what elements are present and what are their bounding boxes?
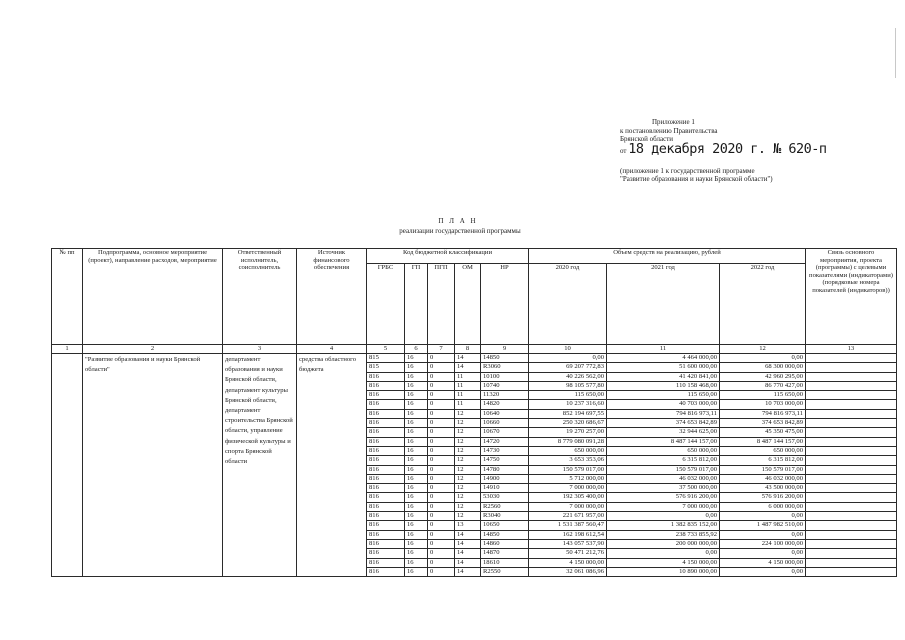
cell-y2020: 162 198 612,54 — [529, 530, 607, 539]
cell-grbs: 816 — [367, 446, 405, 455]
cell-pgp: 0 — [428, 521, 455, 530]
appendix-line: к постановлению Правительства — [620, 126, 718, 135]
cell-link — [806, 521, 897, 530]
cell-om: 12 — [455, 465, 481, 474]
column-number: 8 — [455, 345, 481, 354]
cell-om: 11 — [455, 391, 481, 400]
cell-grbs: 816 — [367, 567, 405, 576]
cell-om: 12 — [455, 484, 481, 493]
cell-grbs: 816 — [367, 372, 405, 381]
executor-cell: департамент образования и науки Брянской области, департамент культуры Брянской области, департамент строительства Брянской области, управление физической культуры и спорта Брянской области — [223, 354, 297, 577]
cell-om: 12 — [455, 409, 481, 418]
cell-om: 11 — [455, 381, 481, 390]
cell-link — [806, 558, 897, 567]
cell-y2022: 8 487 144 157,00 — [720, 437, 806, 446]
cell-pgp: 0 — [428, 465, 455, 474]
cell-grbs: 816 — [367, 437, 405, 446]
cell-y2020: 98 105 577,80 — [529, 381, 607, 390]
cell-y2020: 32 061 086,96 — [529, 567, 607, 576]
cell-y2021: 10 890 000,00 — [607, 567, 720, 576]
plan-subtitle: реализации государственной программы — [399, 227, 521, 235]
cell-y2022: 794 816 973,11 — [720, 409, 806, 418]
cell-nr: 14850 — [481, 530, 529, 539]
cell-link — [806, 409, 897, 418]
cell-grbs: 816 — [367, 381, 405, 390]
cell-y2021: 650 000,00 — [607, 446, 720, 455]
cell-grbs: 816 — [367, 391, 405, 400]
cell-y2022: 6 000 000,00 — [720, 502, 806, 511]
cell-pgp: 0 — [428, 446, 455, 455]
source-cell: средства областного бюджета — [297, 354, 367, 577]
cell-om: 11 — [455, 372, 481, 381]
cell-y2020: 250 320 686,67 — [529, 419, 607, 428]
cell-y2021: 238 733 855,92 — [607, 530, 720, 539]
cell-pgp: 0 — [428, 354, 455, 363]
cell-y2020: 115 650,00 — [529, 391, 607, 400]
cell-nr: 14780 — [481, 465, 529, 474]
cell-gp: 16 — [405, 381, 428, 390]
cell-gp: 16 — [405, 493, 428, 502]
cell-gp: 16 — [405, 446, 428, 455]
cell-pgp: 0 — [428, 456, 455, 465]
cell-pgp: 0 — [428, 372, 455, 381]
program-name-cell: "Развитие образования и науки Брянской области" — [83, 354, 223, 577]
cell-nr: 14730 — [481, 446, 529, 455]
cell-y2022: 150 579 017,00 — [720, 465, 806, 474]
cell-nr: 10650 — [481, 521, 529, 530]
cell-pgp: 0 — [428, 363, 455, 372]
cell-pgp: 0 — [428, 474, 455, 483]
cell-gp: 16 — [405, 428, 428, 437]
cell-gp: 16 — [405, 549, 428, 558]
cell-nr: 10670 — [481, 428, 529, 437]
cell-grbs: 815 — [367, 363, 405, 372]
cell-gp: 16 — [405, 539, 428, 548]
cell-link — [806, 549, 897, 558]
cell-y2022: 68 300 000,00 — [720, 363, 806, 372]
cell-om: 14 — [455, 549, 481, 558]
appendix-date-row — [620, 140, 827, 157]
cell-grbs: 816 — [367, 539, 405, 548]
cell-grbs: 816 — [367, 465, 405, 474]
cell-om: 14 — [455, 354, 481, 363]
cell-om: 13 — [455, 521, 481, 530]
cell-y2021: 4 150 000,00 — [607, 558, 720, 567]
cell-nr: 11320 — [481, 391, 529, 400]
header-2021: 2021 год — [607, 264, 720, 345]
cell-gp: 16 — [405, 465, 428, 474]
cell-link — [806, 391, 897, 400]
cell-link — [806, 502, 897, 511]
column-number: 5 — [367, 345, 405, 354]
cell-y2020: 7 000 000,00 — [529, 502, 607, 511]
header-2020: 2020 год — [529, 264, 607, 345]
cell-gp: 16 — [405, 419, 428, 428]
cell-link — [806, 474, 897, 483]
cell-y2020: 50 471 212,76 — [529, 549, 607, 558]
column-number: 10 — [529, 345, 607, 354]
cell-grbs: 816 — [367, 549, 405, 558]
cell-pgp: 0 — [428, 381, 455, 390]
cell-nr: 10640 — [481, 409, 529, 418]
column-number: 11 — [607, 345, 720, 354]
cell-y2021: 8 487 144 157,00 — [607, 437, 720, 446]
header-source: Источник финансового обеспечения — [297, 249, 367, 345]
cell-grbs: 816 — [367, 530, 405, 539]
cell-y2022: 45 350 475,00 — [720, 428, 806, 437]
cell-om: 12 — [455, 502, 481, 511]
cell-pgp: 0 — [428, 391, 455, 400]
cell-y2022: 46 032 000,00 — [720, 474, 806, 483]
cell-om: 12 — [455, 456, 481, 465]
header-grbs: ГРБС — [367, 264, 405, 345]
cell-y2020: 7 000 000,00 — [529, 484, 607, 493]
cell-gp: 16 — [405, 521, 428, 530]
header-executor: Ответственный исполнитель, соисполнитель — [223, 249, 297, 345]
cell-pgp: 0 — [428, 493, 455, 502]
row-number-cell — [52, 354, 83, 577]
cell-nr: 53030 — [481, 493, 529, 502]
cell-pgp: 0 — [428, 567, 455, 576]
cell-link — [806, 372, 897, 381]
cell-y2022: 0,00 — [720, 354, 806, 363]
cell-nr: 14870 — [481, 549, 529, 558]
header-gp: ГП — [405, 264, 428, 345]
cell-grbs: 815 — [367, 354, 405, 363]
cell-grbs: 816 — [367, 502, 405, 511]
cell-y2021: 115 650,00 — [607, 391, 720, 400]
cell-nr: 10100 — [481, 372, 529, 381]
header-volume: Объем средств на реализацию, рублей — [529, 249, 806, 264]
cell-y2020: 10 237 316,60 — [529, 400, 607, 409]
cell-grbs: 816 — [367, 400, 405, 409]
cell-nr: R3040 — [481, 512, 529, 521]
cell-link — [806, 363, 897, 372]
cell-om: 14 — [455, 530, 481, 539]
column-number: 2 — [83, 345, 223, 354]
cell-grbs: 816 — [367, 521, 405, 530]
cell-gp: 16 — [405, 474, 428, 483]
cell-link — [806, 437, 897, 446]
cell-y2020: 40 226 562,00 — [529, 372, 607, 381]
cell-grbs: 816 — [367, 484, 405, 493]
cell-y2020: 221 671 957,00 — [529, 512, 607, 521]
cell-gp: 16 — [405, 354, 428, 363]
cell-y2021: 576 916 200,00 — [607, 493, 720, 502]
cell-om: 12 — [455, 474, 481, 483]
header-om: ОМ — [455, 264, 481, 345]
cell-pgp: 0 — [428, 484, 455, 493]
cell-y2022: 86 770 427,00 — [720, 381, 806, 390]
cell-link — [806, 419, 897, 428]
cell-gp: 16 — [405, 372, 428, 381]
cell-y2020: 3 653 353,06 — [529, 456, 607, 465]
cell-grbs: 816 — [367, 474, 405, 483]
cell-y2020: 69 207 772,83 — [529, 363, 607, 372]
cell-pgp: 0 — [428, 437, 455, 446]
cell-grbs: 816 — [367, 456, 405, 465]
cell-nr: R3060 — [481, 363, 529, 372]
column-number: 3 — [223, 345, 297, 354]
cell-y2021: 0,00 — [607, 512, 720, 521]
header-pgp: ПГП — [428, 264, 455, 345]
cell-om: 12 — [455, 437, 481, 446]
cell-y2021: 1 382 835 152,00 — [607, 521, 720, 530]
cell-gp: 16 — [405, 567, 428, 576]
cell-link — [806, 465, 897, 474]
cell-y2020: 5 712 000,00 — [529, 474, 607, 483]
cell-om: 12 — [455, 512, 481, 521]
cell-grbs: 816 — [367, 512, 405, 521]
cell-y2021: 794 816 973,11 — [607, 409, 720, 418]
table-row — [52, 354, 897, 363]
cell-link — [806, 530, 897, 539]
cell-gp: 16 — [405, 558, 428, 567]
cell-nr: 18610 — [481, 558, 529, 567]
cell-y2022: 10 703 000,00 — [720, 400, 806, 409]
cell-gp: 16 — [405, 456, 428, 465]
cell-pgp: 0 — [428, 549, 455, 558]
cell-nr: 10660 — [481, 419, 529, 428]
cell-y2021: 37 500 000,00 — [607, 484, 720, 493]
appendix-block — [620, 118, 827, 184]
header-kbk: Код бюджетной классификации — [367, 249, 529, 264]
cell-y2020: 1 531 387 560,47 — [529, 521, 607, 530]
cell-grbs: 816 — [367, 419, 405, 428]
appendix-handwritten-date: 18 декабря 2020 г. № 620-п — [628, 140, 827, 157]
cell-y2021: 0,00 — [607, 549, 720, 558]
cell-gp: 16 — [405, 391, 428, 400]
cell-nr: 14900 — [481, 474, 529, 483]
cell-grbs: 816 — [367, 428, 405, 437]
cell-om: 11 — [455, 400, 481, 409]
cell-pgp: 0 — [428, 530, 455, 539]
column-number-row — [52, 345, 897, 354]
cell-pgp: 0 — [428, 419, 455, 428]
cell-nr: 14750 — [481, 456, 529, 465]
cell-y2022: 224 100 000,00 — [720, 539, 806, 548]
cell-y2020: 0,00 — [529, 354, 607, 363]
appendix-line: Брянской области — [620, 135, 674, 144]
header-2022: 2022 год — [720, 264, 806, 345]
appendix-note-line: (приложение 1 к государственной программе — [620, 166, 755, 175]
cell-gp: 16 — [405, 400, 428, 409]
cell-y2021: 6 315 812,00 — [607, 456, 720, 465]
cell-y2020: 19 270 257,00 — [529, 428, 607, 437]
plan-title: П Л А Н — [438, 217, 478, 225]
cell-y2022: 650 000,00 — [720, 446, 806, 455]
cell-gp: 16 — [405, 363, 428, 372]
cell-om: 12 — [455, 428, 481, 437]
cell-pgp: 0 — [428, 502, 455, 511]
cell-link — [806, 484, 897, 493]
cell-pgp: 0 — [428, 558, 455, 567]
cell-y2020: 150 579 017,00 — [529, 465, 607, 474]
cell-y2022: 0,00 — [720, 530, 806, 539]
cell-y2021: 46 032 000,00 — [607, 474, 720, 483]
cell-y2021: 51 600 000,00 — [607, 363, 720, 372]
cell-y2022: 0,00 — [720, 567, 806, 576]
cell-y2022: 374 653 842,89 — [720, 419, 806, 428]
cell-gp: 16 — [405, 512, 428, 521]
column-number: 7 — [428, 345, 455, 354]
cell-y2022: 115 650,00 — [720, 391, 806, 400]
cell-om: 12 — [455, 446, 481, 455]
cell-om: 14 — [455, 363, 481, 372]
cell-y2020: 650 000,00 — [529, 446, 607, 455]
page-edge-line — [895, 28, 896, 78]
cell-om: 14 — [455, 539, 481, 548]
cell-nr: 14910 — [481, 484, 529, 493]
cell-om: 14 — [455, 567, 481, 576]
cell-y2021: 32 944 625,00 — [607, 428, 720, 437]
cell-y2022: 0,00 — [720, 549, 806, 558]
cell-y2020: 143 057 537,90 — [529, 539, 607, 548]
cell-link — [806, 400, 897, 409]
column-number: 9 — [481, 345, 529, 354]
cell-y2021: 374 653 842,89 — [607, 419, 720, 428]
cell-y2022: 42 960 295,00 — [720, 372, 806, 381]
cell-gp: 16 — [405, 530, 428, 539]
header-no: № пп — [52, 249, 83, 345]
cell-link — [806, 567, 897, 576]
cell-link — [806, 456, 897, 465]
cell-gp: 16 — [405, 437, 428, 446]
cell-grbs: 816 — [367, 558, 405, 567]
cell-y2021: 7 000 000,00 — [607, 502, 720, 511]
cell-link — [806, 354, 897, 363]
appendix-line: Приложение 1 — [652, 118, 695, 126]
cell-pgp: 0 — [428, 400, 455, 409]
cell-om: 12 — [455, 419, 481, 428]
column-number: 13 — [806, 345, 897, 354]
column-number: 4 — [297, 345, 367, 354]
cell-y2020: 8 779 080 091,28 — [529, 437, 607, 446]
column-number: 1 — [52, 345, 83, 354]
cell-pgp: 0 — [428, 539, 455, 548]
cell-y2022: 0,00 — [720, 512, 806, 521]
cell-y2021: 40 703 000,00 — [607, 400, 720, 409]
cell-pgp: 0 — [428, 512, 455, 521]
cell-y2021: 110 158 468,00 — [607, 381, 720, 390]
cell-link — [806, 446, 897, 455]
cell-link — [806, 493, 897, 502]
cell-gp: 16 — [405, 409, 428, 418]
cell-nr: R2560 — [481, 502, 529, 511]
column-number: 6 — [405, 345, 428, 354]
cell-y2022: 4 150 000,00 — [720, 558, 806, 567]
cell-link — [806, 428, 897, 437]
cell-y2022: 1 487 982 510,00 — [720, 521, 806, 530]
cell-om: 12 — [455, 493, 481, 502]
cell-link — [806, 381, 897, 390]
plan-table — [51, 248, 897, 577]
cell-y2021: 200 000 000,00 — [607, 539, 720, 548]
cell-nr: 14860 — [481, 539, 529, 548]
header-link: Связь основного мероприятия, проекта (программы) с целевыми показателями (индикаторами) (порядковые номера показателей (индикаторов)) — [806, 249, 897, 345]
cell-y2022: 43 500 000,00 — [720, 484, 806, 493]
cell-y2020: 4 150 000,00 — [529, 558, 607, 567]
cell-nr: 14820 — [481, 400, 529, 409]
appendix-note-line: "Развитие образования и науки Брянской области") — [620, 175, 773, 184]
cell-gp: 16 — [405, 502, 428, 511]
cell-y2020: 852 194 697,55 — [529, 409, 607, 418]
cell-link — [806, 512, 897, 521]
column-number: 12 — [720, 345, 806, 354]
cell-nr: 10740 — [481, 381, 529, 390]
cell-pgp: 0 — [428, 409, 455, 418]
cell-link — [806, 539, 897, 548]
appendix-from-label: от — [620, 146, 627, 155]
cell-y2020: 192 305 400,00 — [529, 493, 607, 502]
cell-grbs: 816 — [367, 409, 405, 418]
header-nr: НР — [481, 264, 529, 345]
cell-pgp: 0 — [428, 428, 455, 437]
header-subprogram: Подпрограмма, основное мероприятие (проект), направление расходов, мероприятие — [83, 249, 223, 345]
cell-y2021: 150 579 017,00 — [607, 465, 720, 474]
cell-y2022: 6 315 812,00 — [720, 456, 806, 465]
cell-grbs: 816 — [367, 493, 405, 502]
cell-nr: 14720 — [481, 437, 529, 446]
cell-nr: R2550 — [481, 567, 529, 576]
cell-y2022: 576 916 200,00 — [720, 493, 806, 502]
cell-gp: 16 — [405, 484, 428, 493]
cell-y2021: 41 420 841,00 — [607, 372, 720, 381]
cell-om: 14 — [455, 558, 481, 567]
cell-nr: 14850 — [481, 354, 529, 363]
cell-y2021: 4 464 000,00 — [607, 354, 720, 363]
